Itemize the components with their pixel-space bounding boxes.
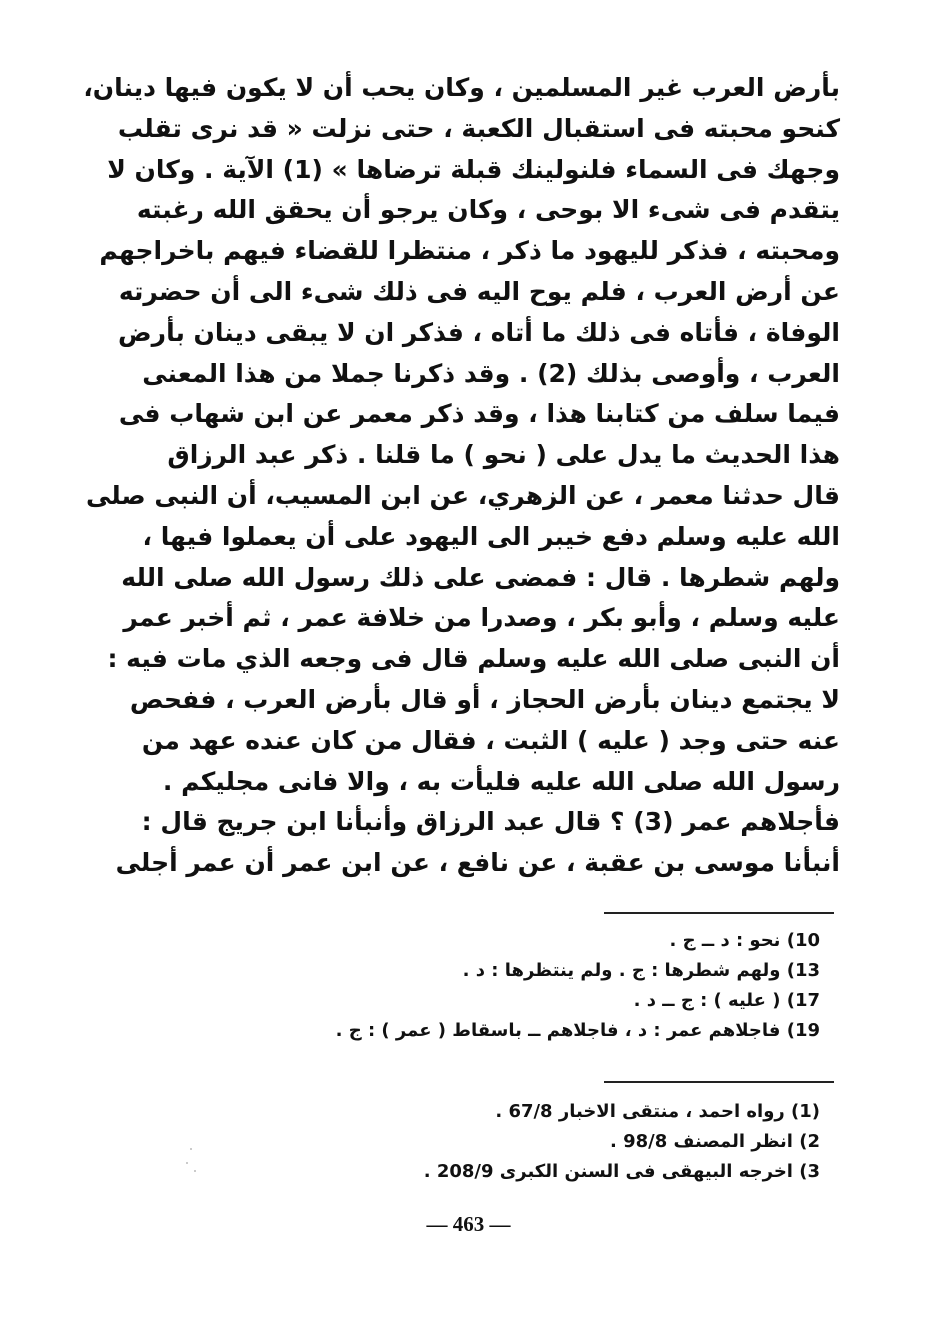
text-line: أنبأنا موسى بن عقبة ، عن نافع ، عن ابن عمر أن عمر أجلى	[115, 848, 840, 878]
scan-speck	[190, 1148, 192, 1150]
main-text-block	[83, 68, 840, 884]
variant-note: 17) ( عليه ) : ج ــ د .	[633, 990, 820, 1011]
source-note: 2) انظر المصنف 98/8 .	[610, 1131, 820, 1152]
footnote-divider	[604, 1081, 834, 1083]
scan-speck	[186, 1162, 188, 1164]
text-line: أن النبى صلى الله عليه وسلم قال فى وجعه الذي مات فيه :	[107, 644, 840, 674]
source-note: (1) رواه احمد ، منتقى الاخبار 67/8 .	[495, 1101, 820, 1122]
text-line: يتقدم فى شىء الا بوحى ، وكان يرجو أن يحقق الله رغبته	[136, 195, 840, 225]
text-line: العرب ، وأوصى بذلك (2) . وقد ذكرنا جملا من هذا المعنى	[142, 358, 840, 388]
footnote-divider	[604, 912, 834, 914]
variant-note: 19) فاجلاهم عمر : د ، فاجلاهم ــ باسقاط ( عمر ) : ج .	[335, 1020, 820, 1041]
source-notes	[260, 1097, 820, 1187]
variant-note: 13) ولهم شطرها : ج . ولم ينتظرها : د .	[462, 960, 820, 981]
text-line: قال حدثنا معمر ، عن الزهري، عن ابن المسيب، أن النبى صلى	[86, 480, 840, 510]
text-line: عليه وسلم ، وأبو بكر ، وصدرا من خلافة عمر ، ثم أخبر عمر	[123, 603, 840, 633]
text-line: عنه حتى وجد ( عليه ) الثبت ، فقال من كان عنده عهد من	[141, 725, 840, 755]
text-line: هذا الحديث ما يدل على ( نحو ) ما قلنا . ذكر عبد الرزاق	[167, 440, 840, 470]
variant-note: 10) نحو : د ــ ج .	[669, 930, 820, 951]
text-line: كنحو محبته فى استقبال الكعبة ، حتى نزلت « قد نرى تقلب	[117, 113, 840, 143]
text-line: فيما سلف من كتابنا هذا ، وقد ذكر معمر عن ابن شهاب فى	[118, 399, 840, 429]
source-note: 3) اخرجه البيهقى فى السنن الكبرى 208/9 .	[423, 1161, 820, 1182]
text-line: رسول الله صلى الله عليه فليأت به ، والا فانى مجليكم .	[162, 766, 840, 796]
text-line: عن أرض العرب ، فلم يوح اليه فى ذلك شىء الى أن حضرته	[118, 276, 840, 306]
text-line: ومحبته ، فذكر لليهود ما ذكر ، منتظرا للقضاء فيهم باخراجهم	[99, 236, 840, 266]
text-line: فأجلاهم عمر (3) ؟ قال عبد الرزاق وأنبأنا ابن جريج قال :	[141, 807, 840, 837]
text-line: وجهك فى السماء فلنولينك قبلة ترضاها » (1) الآية . وكان لا	[107, 154, 840, 184]
text-line: بأرض العرب غير المسلمين ، وكان يحب أن لا يكون فيها دينان،	[83, 73, 840, 102]
variant-notes	[260, 926, 820, 1046]
text-line: ولهم شطرها . قال : فمضى على ذلك رسول الله صلى الله	[121, 562, 840, 592]
text-line: الوفاة ، فأتاه فى ذلك ما أتاه ، فذكر ان لا يبقى دينان بأرض	[118, 317, 840, 347]
scan-speck	[194, 1170, 196, 1172]
page-number: — 463 —	[426, 1212, 511, 1236]
text-line: لا يجتمع دينان بأرض الحجاز ، أو قال بأرض العرب ، ففحص	[129, 684, 840, 714]
text-line: الله عليه وسلم دفع خيبر الى اليهود على أن يعملوا فيها ،	[142, 521, 840, 551]
